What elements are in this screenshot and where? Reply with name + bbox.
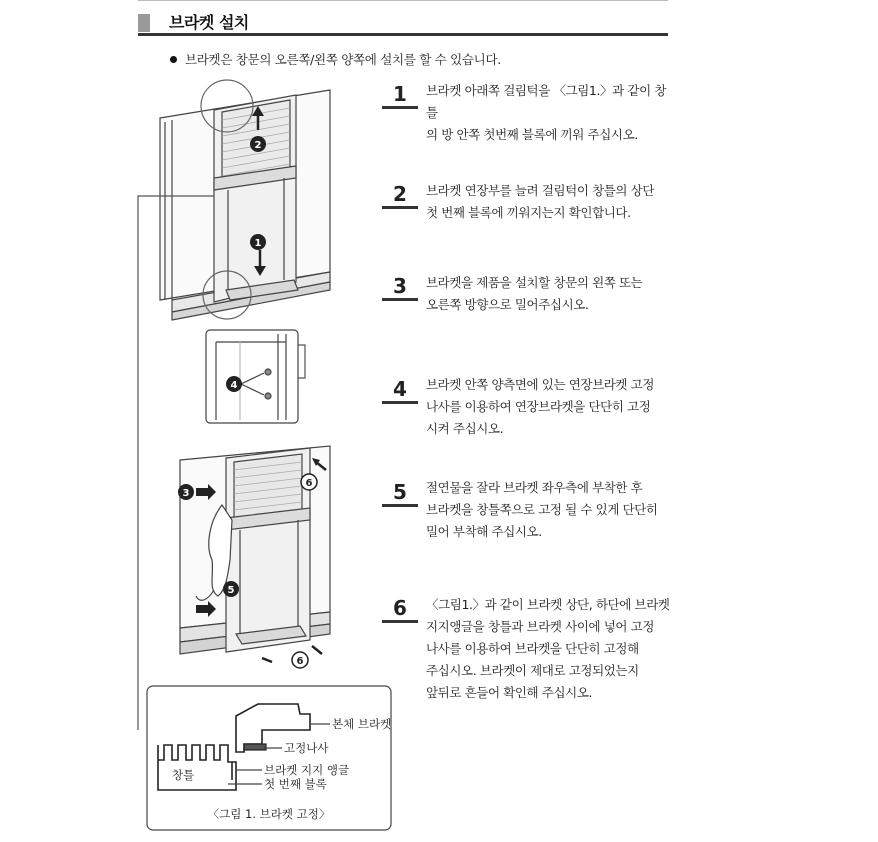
intro-text: 브라켓은 창문의 오른쪽/왼쪽 양쪽에 설치를 할 수 있습니다. [185, 52, 501, 67]
step-5-number: 5 [393, 480, 407, 504]
svg-text:1: 1 [254, 238, 262, 249]
svg-text:3: 3 [182, 488, 190, 499]
svg-text:6: 6 [305, 478, 313, 489]
step-4-number: 4 [393, 377, 407, 401]
step-1-number: 1 [393, 82, 407, 106]
label-screw: 고정나사 [284, 741, 329, 755]
svg-text:5: 5 [227, 585, 235, 596]
svg-text:2: 2 [254, 140, 262, 151]
step-4-text: 브라켓 안쪽 양측면에 있는 연장브라켓 고정 나사를 이용하여 연장브라켓을 단단히 고정 시켜 주십시오. [426, 377, 655, 436]
label-body-bracket: 본체 브라켓 [332, 717, 392, 731]
step-2-text: 브라켓 연장부를 늘려 걸림턱이 창틀의 상단 첫 번째 블록에 끼워지는지 확인합니다. [426, 183, 655, 220]
svg-text:4: 4 [230, 380, 238, 391]
step-1-text: 브라켓 아래쪽 걸림턱을 〈그림1.〉과 같이 창틀 의 방 안쪽 첫번째 블록에 끼워 주십시오. [426, 83, 666, 142]
figure-caption: 〈그림 1. 브라켓 고정〉 [207, 807, 331, 821]
label-frame: 창틀 [172, 768, 195, 782]
label-first-block: 첫 번째 블록 [264, 777, 327, 791]
step-6-text: 〈그림1.〉과 같이 브라켓 상단, 하단에 브라켓 지지앵글을 창틀과 브라켓 사이에 넣어 고정 나사를 이용하여 브라켓을 단단히 고정해 주십시오. 브라켓이 제대로 고정되었는지 앞뒤로 흔들어 확인해 주십시오. [426, 597, 670, 700]
window-bracket-figure-1 [160, 80, 330, 320]
svg-text:6: 6 [296, 656, 304, 667]
section-title: 브라켓 설치 [169, 13, 249, 32]
step-3-number: 3 [393, 274, 407, 298]
step-2-number: 2 [393, 182, 407, 206]
step-3-text: 브라켓을 제품을 설치할 창문의 왼쪽 또는 오른쪽 방향으로 밀어주십시오. [426, 275, 643, 312]
label-support-angle: 브라켓 지지 앵글 [264, 763, 350, 777]
screw-detail-figure [206, 330, 298, 423]
step-5-text: 절연물을 잘라 브라켓 좌우측에 부착한 후 브라켓을 창틀쪽으로 고정 될 수 있게 단단히 밀어 부착해 주십시오. [426, 480, 658, 539]
step-6-number: 6 [393, 596, 407, 620]
